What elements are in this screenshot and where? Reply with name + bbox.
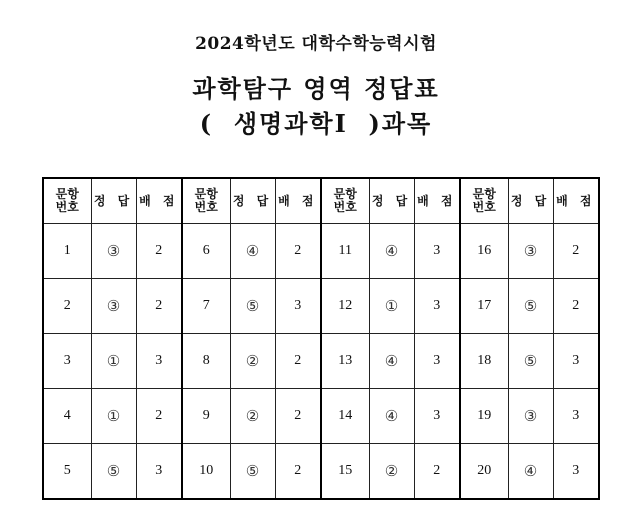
answer-header: 정 답 [230, 178, 275, 224]
question-number: 9 [182, 389, 230, 444]
answer-value: ④ [230, 224, 275, 279]
question-number: 5 [43, 444, 91, 500]
answer-value: ② [369, 444, 414, 500]
score-value: 3 [553, 444, 599, 500]
question-number: 13 [321, 334, 369, 389]
score-value: 2 [136, 389, 182, 444]
score-value: 3 [136, 444, 182, 500]
question-number-header: 문항 번호 [182, 178, 230, 224]
question-number: 8 [182, 334, 230, 389]
score-value: 3 [136, 334, 182, 389]
score-value: 2 [275, 444, 321, 500]
answer-value: ⑤ [91, 444, 136, 500]
answer-header: 정 답 [369, 178, 414, 224]
answer-value: ⑤ [230, 444, 275, 500]
question-number-header: 문항 번호 [43, 178, 91, 224]
question-number: 1 [43, 224, 91, 279]
score-value: 3 [553, 334, 599, 389]
score-value: 3 [414, 334, 460, 389]
question-number: 3 [43, 334, 91, 389]
answer-value: ④ [369, 224, 414, 279]
table-row [43, 444, 599, 500]
subject-title: ( 생명과학Ⅰ )과목 [199, 109, 433, 138]
question-number: 14 [321, 389, 369, 444]
answer-value: ① [369, 279, 414, 334]
answer-value: ④ [508, 444, 553, 500]
score-value: 2 [136, 279, 182, 334]
score-value: 2 [275, 389, 321, 444]
answer-value: ③ [508, 224, 553, 279]
score-value: 2 [414, 444, 460, 500]
question-number: 4 [43, 389, 91, 444]
table-row [43, 279, 599, 334]
answer-value: ④ [369, 389, 414, 444]
question-number: 7 [182, 279, 230, 334]
score-value: 2 [553, 224, 599, 279]
score-header: 배 점 [553, 178, 599, 224]
score-value: 2 [136, 224, 182, 279]
answer-header: 정 답 [508, 178, 553, 224]
question-number-header: 문항 번호 [321, 178, 369, 224]
score-header: 배 점 [414, 178, 460, 224]
answer-value: ⑤ [230, 279, 275, 334]
score-value: 3 [553, 389, 599, 444]
answer-value: ① [91, 389, 136, 444]
score-value: 3 [414, 389, 460, 444]
exam-year-heading: 2024학년도 대학수학능력시험 [195, 34, 437, 54]
question-number-header: 문항 번호 [460, 178, 508, 224]
score-header: 배 점 [136, 178, 182, 224]
header-row [43, 178, 599, 224]
answer-value: ③ [508, 389, 553, 444]
score-header: 배 점 [275, 178, 321, 224]
answer-value: ⑤ [508, 334, 553, 389]
question-number: 17 [460, 279, 508, 334]
answer-value: ⑤ [508, 279, 553, 334]
score-value: 2 [275, 224, 321, 279]
score-value: 3 [414, 224, 460, 279]
page-title: 과학탐구 영역 정답표 [192, 74, 440, 103]
table-row [43, 389, 599, 444]
answer-value: ③ [91, 279, 136, 334]
answer-value: ③ [91, 224, 136, 279]
question-number: 20 [460, 444, 508, 500]
question-number: 10 [182, 444, 230, 500]
question-number: 6 [182, 224, 230, 279]
answer-value: ② [230, 334, 275, 389]
score-value: 2 [553, 279, 599, 334]
answer-key-table [42, 177, 600, 500]
question-number: 12 [321, 279, 369, 334]
table-row [43, 224, 599, 279]
question-number: 2 [43, 279, 91, 334]
question-number: 19 [460, 389, 508, 444]
score-value: 3 [414, 279, 460, 334]
answer-value: ① [91, 334, 136, 389]
question-number: 18 [460, 334, 508, 389]
question-number: 16 [460, 224, 508, 279]
answer-value: ④ [369, 334, 414, 389]
table-row [43, 334, 599, 389]
score-value: 2 [275, 334, 321, 389]
score-value: 3 [275, 279, 321, 334]
answer-value: ② [230, 389, 275, 444]
question-number: 15 [321, 444, 369, 500]
answer-header: 정 답 [91, 178, 136, 224]
question-number: 11 [321, 224, 369, 279]
